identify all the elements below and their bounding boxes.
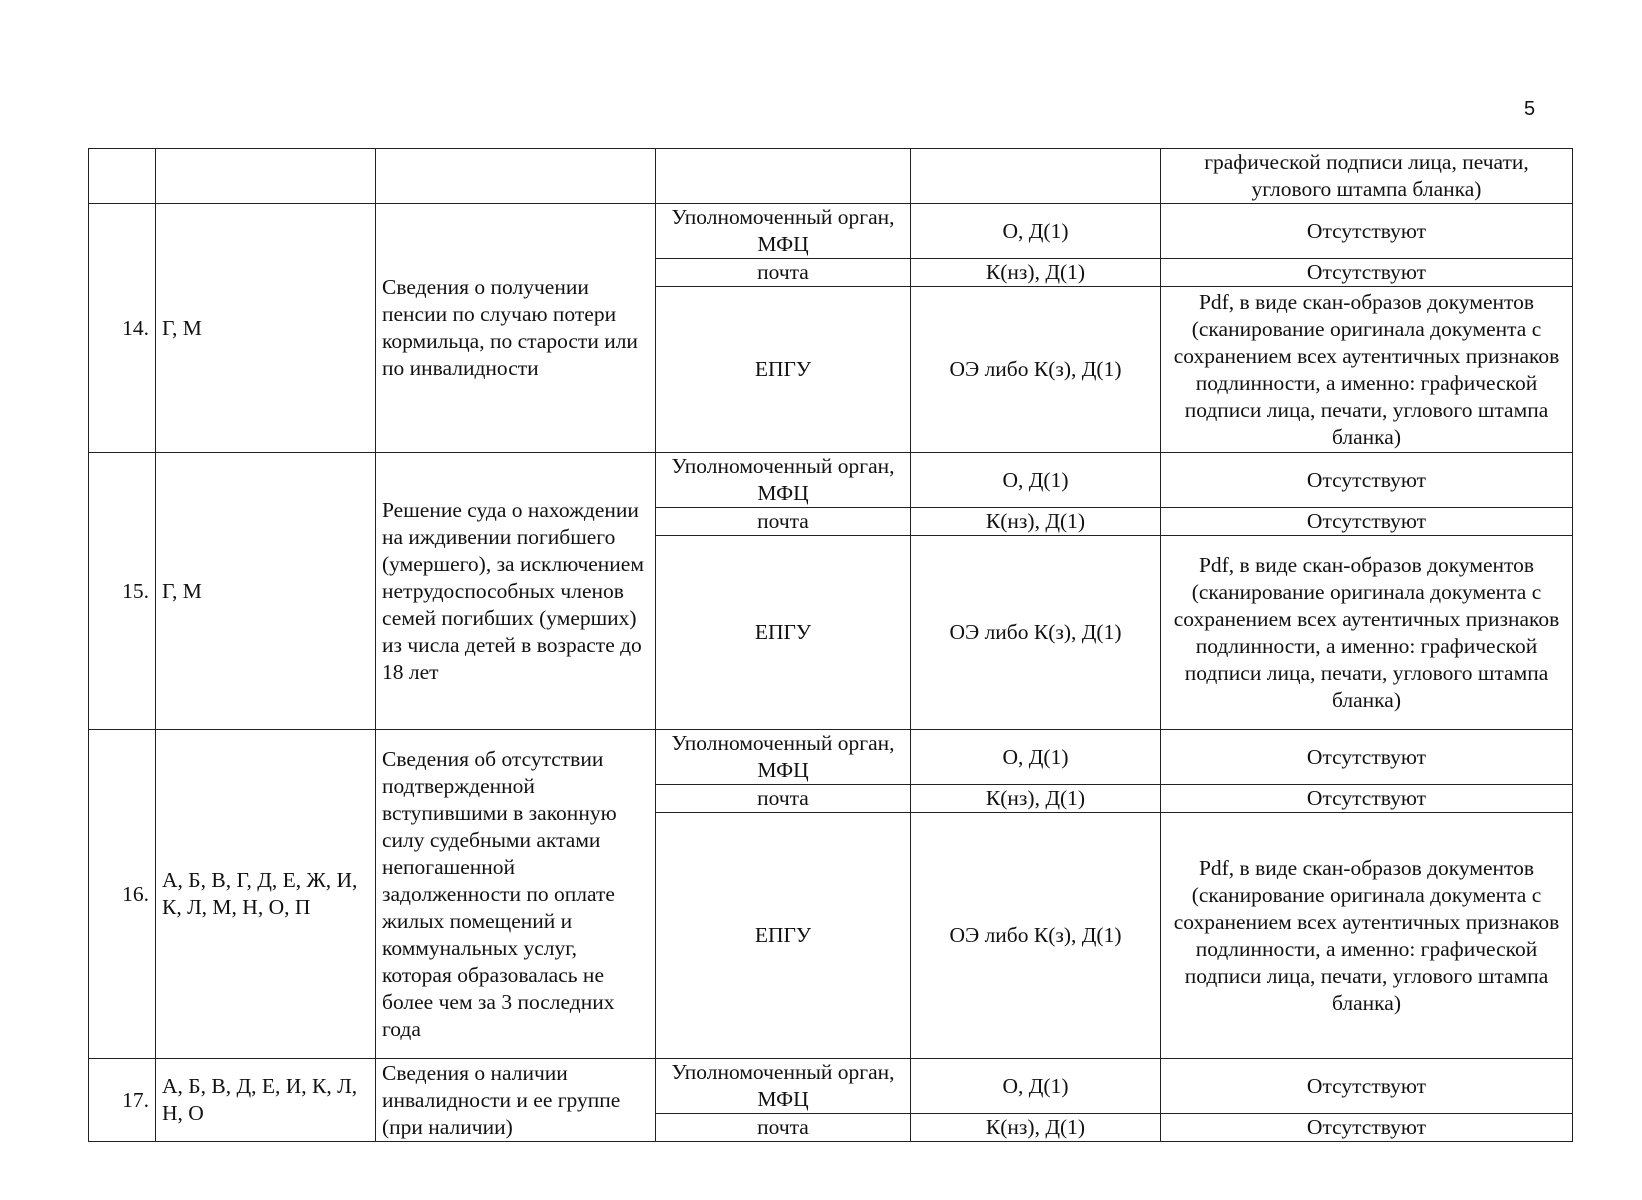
requirements-cell: Отсутствуют: [1161, 1114, 1573, 1142]
source-cell: почта: [656, 259, 911, 287]
format-cell: К(нз), Д(1): [911, 1114, 1161, 1142]
table-row: [89, 730, 1573, 785]
source-cell: ЕПГУ: [656, 813, 911, 1059]
requirements-cell: Отсутствуют: [1161, 259, 1573, 287]
page-number: 5: [1524, 98, 1536, 120]
categories-cell: А, Б, В, Д, Е, И, К, Л, Н, О: [156, 1059, 376, 1142]
table-cell: [911, 149, 1161, 204]
document-name-cell: Решение суда о нахождении на иждивении погибшего (умершего), за исключением нетрудоспособных членов семей погибших (умерших) из числа детей в возрасте до 18 лет: [376, 453, 656, 730]
source-cell: Уполномоченный орган, МФЦ: [656, 204, 911, 259]
document-name-cell: Сведения о получении пенсии по случаю потери кормильца, по старости или по инвалидности: [376, 204, 656, 453]
requirements-cell: Отсутствуют: [1161, 1059, 1573, 1114]
table-row: [89, 1059, 1573, 1114]
table-cell: [656, 149, 911, 204]
source-cell: почта: [656, 508, 911, 536]
format-cell: О, Д(1): [911, 453, 1161, 508]
format-cell: О, Д(1): [911, 730, 1161, 785]
table-row-carry-over: [89, 149, 1573, 204]
format-cell: К(нз), Д(1): [911, 508, 1161, 536]
format-cell: К(нз), Д(1): [911, 785, 1161, 813]
table-cell: [376, 149, 656, 204]
row-number: 17.: [89, 1059, 156, 1142]
categories-cell: Г, М: [156, 204, 376, 453]
requirements-cell: Pdf, в виде скан-образов документов (сканирование оригинала документа с сохранением всех аутентичных признаков подлинности, а именно: графической подписи лица, печати, углового штампа бланка): [1161, 813, 1573, 1059]
requirements-cell: Pdf, в виде скан-образов документов (сканирование оригинала документа с сохранением всех аутентичных признаков подлинности, а именно: графической подписи лица, печати, углового штампа бланка): [1161, 536, 1573, 730]
documents-table: [88, 148, 1573, 1142]
table-cell: [156, 149, 376, 204]
row-number: 15.: [89, 453, 156, 730]
format-cell: ОЭ либо К(з), Д(1): [911, 813, 1161, 1059]
format-cell: ОЭ либо К(з), Д(1): [911, 536, 1161, 730]
requirements-cell: Отсутствуют: [1161, 730, 1573, 785]
document-name-cell: Сведения о наличии инвалидности и ее группе (при наличии): [376, 1059, 656, 1142]
format-cell: О, Д(1): [911, 1059, 1161, 1114]
requirements-cell: Отсутствуют: [1161, 508, 1573, 536]
table-cell: [89, 149, 156, 204]
table-row: [89, 453, 1573, 508]
row-number: 16.: [89, 730, 156, 1059]
format-cell: К(нз), Д(1): [911, 259, 1161, 287]
table-row: [89, 204, 1573, 259]
document-name-cell: Сведения об отсутствии подтвержденной вступившими в законную силу судебными актами непогашенной задолженности по оплате жилых помещений и коммунальных услуг, которая образовалась не более чем за 3 последних года: [376, 730, 656, 1059]
source-cell: ЕПГУ: [656, 536, 911, 730]
row-number: 14.: [89, 204, 156, 453]
requirements-cell: Отсутствуют: [1161, 785, 1573, 813]
requirements-cell: Отсутствуют: [1161, 204, 1573, 259]
source-cell: Уполномоченный орган, МФЦ: [656, 1059, 911, 1114]
requirements-cell: Отсутствуют: [1161, 453, 1573, 508]
categories-cell: Г, М: [156, 453, 376, 730]
source-cell: ЕПГУ: [656, 287, 911, 453]
categories-cell: А, Б, В, Г, Д, Е, Ж, И, К, Л, М, Н, О, П: [156, 730, 376, 1059]
source-cell: почта: [656, 1114, 911, 1142]
source-cell: Уполномоченный орган, МФЦ: [656, 453, 911, 508]
format-cell: О, Д(1): [911, 204, 1161, 259]
source-cell: Уполномоченный орган, МФЦ: [656, 730, 911, 785]
source-cell: почта: [656, 785, 911, 813]
requirements-cell: Pdf, в виде скан-образов документов (сканирование оригинала документа с сохранением всех аутентичных признаков подлинности, а именно: графической подписи лица, печати, углового штампа бланка): [1161, 287, 1573, 453]
format-cell: ОЭ либо К(з), Д(1): [911, 287, 1161, 453]
requirements-cell: графической подписи лица, печати, углового штампа бланка): [1161, 149, 1573, 204]
